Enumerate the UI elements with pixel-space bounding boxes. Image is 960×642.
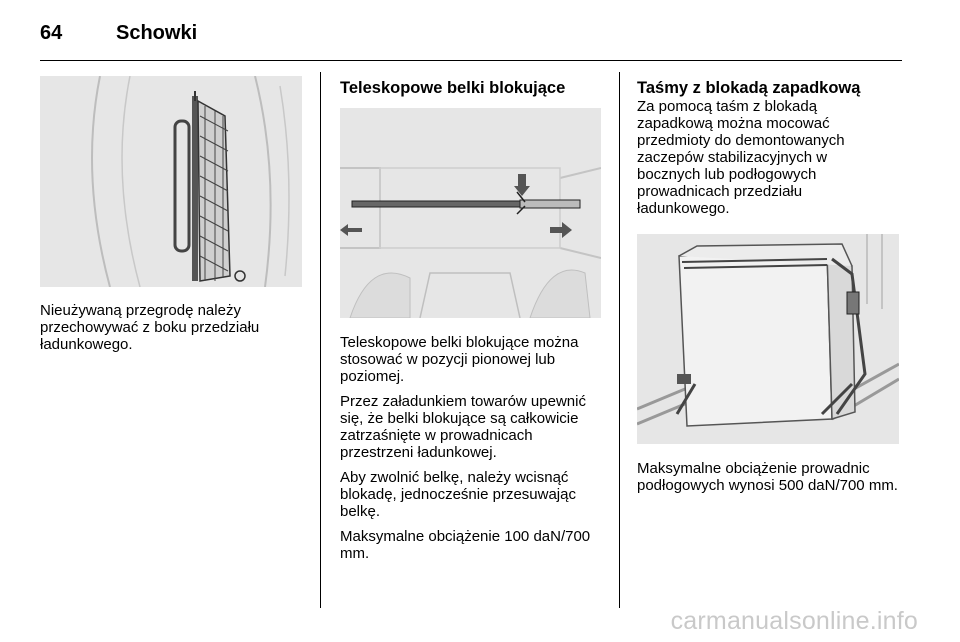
partition-storage-illustration [40, 76, 302, 287]
ratchet-strap-illustration [637, 234, 899, 444]
column2-text [340, 334, 610, 570]
locking-bar-illustration [340, 108, 601, 318]
column2-heading: Teleskopowe belki blokujące [340, 79, 566, 97]
paragraph: Teleskopowe belki blokujące można stosować w pozycji pionowej lub poziomej. [340, 334, 579, 385]
column1-caption: Nieużywaną przegrodę należy przechowywać z boku przedziału ładunkowego. [40, 302, 260, 353]
column3-heading: Taśmy z blokadą zapadkową [637, 79, 861, 97]
paragraph: Aby zwolnić belkę, należy wcisnąć blokadę, jednocześnie przesuwając belkę. [340, 469, 576, 520]
column3-caption: Maksymalne obciążenie prowadnic podłogowych wynosi 500 daN/700 mm. [637, 460, 898, 494]
column-divider [320, 72, 321, 608]
page-number: 64 [40, 21, 63, 44]
paragraph: Maksymalne obciążenie 100 daN/700 mm. [340, 528, 591, 562]
section-title: Schowki [116, 21, 198, 44]
watermark: carmanualsonline.info [670, 607, 918, 635]
column3-intro: Za pomocą taśm z blokadą zapadkową można mocować przedmioty do demontowanych zaczepów stabilizacyjnych w bocznych lub podłogowych prowadnicach przedziału ładunkowego. [637, 98, 845, 217]
header-rule [40, 60, 902, 61]
column-divider [619, 72, 620, 608]
page-header [40, 18, 197, 48]
paragraph: Przez załadunkiem towarów upewnić się, że belki blokujące są całkowicie zatrzaśnięte w prowadnicach przestrzeni ładunkowej. [340, 393, 586, 461]
